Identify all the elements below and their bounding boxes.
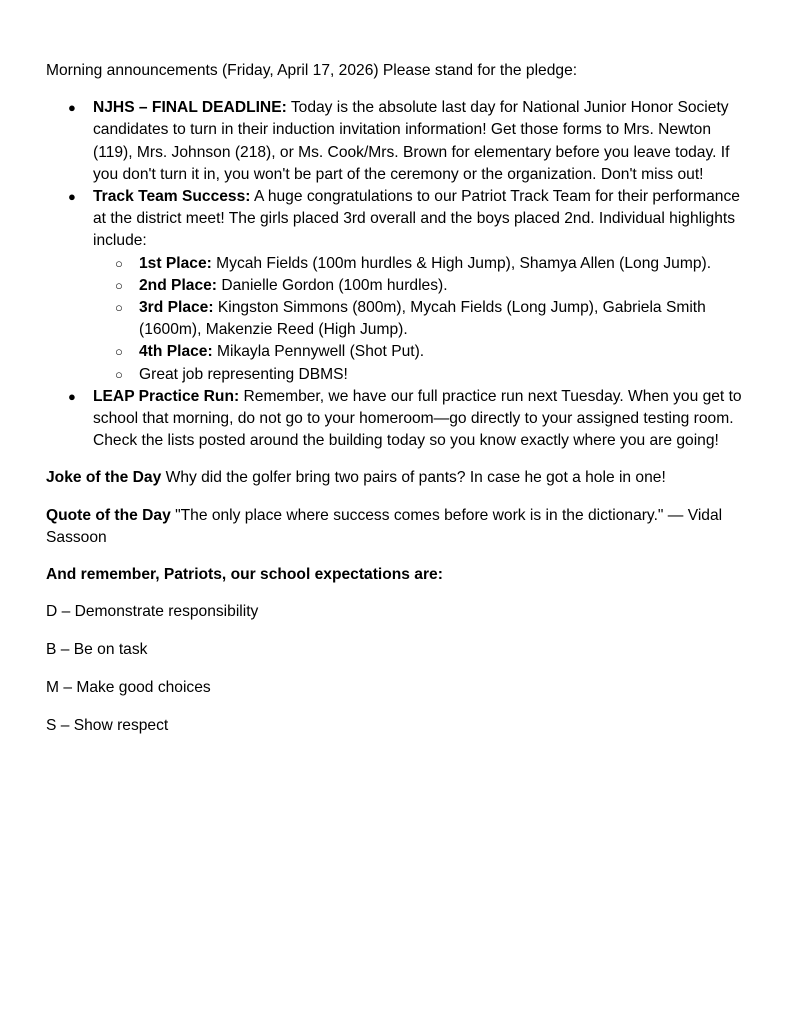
expectations-heading (46, 564, 746, 586)
track-highlight-closing (93, 364, 746, 386)
sub-bullet-icon: ○ (115, 300, 123, 316)
expectation-b: B – Be on task (46, 641, 148, 659)
highlight-text: Mikayla Pennywell (Shot Put). (212, 343, 425, 361)
track-highlight-2nd (93, 275, 746, 297)
expectation-s: S – Show respect (46, 716, 169, 734)
track-highlight-3rd (93, 297, 746, 341)
track-text: A huge congratulations to our Patriot Track Team for their performance at the district meet! The girls placed 3rd overall and the boys placed 2nd. Individual highlights include: (93, 188, 740, 250)
quote-of-the-day (46, 505, 746, 549)
highlight-text: Danielle Gordon (100m hurdles). (217, 276, 448, 294)
track-highlight-4th (93, 341, 746, 363)
quote-label: Quote of the Day (46, 506, 171, 524)
track-label: Track Team Success: (93, 188, 251, 206)
bullet-icon: ● (68, 189, 76, 205)
highlight-text: Great job representing DBMS! (139, 365, 348, 383)
expectation-d: D – Demonstrate responsibility (46, 603, 259, 621)
njhs-label: NJHS – FINAL DEADLINE: (93, 99, 287, 117)
highlight-label: 4th Place: (139, 343, 213, 361)
highlight-label: 2nd Place: (139, 276, 217, 294)
sub-bullet-icon: ○ (115, 344, 123, 360)
highlight-label: 1st Place: (139, 254, 212, 272)
intro-line: Morning announcements (Friday, April 17, 2026) Please stand for the pledge: (46, 62, 578, 79)
highlight-text: Kingston Simmons (800m), Mycah Fields (Long Jump), Gabriela Smith (1600m), Makenzie Reed (High Jump). (139, 299, 706, 339)
highlight-text: Mycah Fields (100m hurdles & High Jump), Shamya Allen (Long Jump). (211, 254, 712, 272)
joke-of-the-day (46, 467, 746, 489)
joke-label: Joke of the Day (46, 469, 162, 487)
track-highlights-list (93, 253, 746, 386)
sub-bullet-icon: ○ (115, 277, 123, 293)
bullet-icon: ● (68, 388, 76, 404)
list-item-leap (46, 386, 746, 453)
track-highlight-1st (93, 253, 746, 275)
njhs-text: Today is the absolute last day for National Junior Honor Society candidates to turn in their induction invitation information! Get those forms to Mrs. Newton (119), Mrs. Johnson (218), or Ms. Cook/Mrs. Brown for elementary before you leave today. If you don't turn it in, you won't be part of the ceremony or the organization. Don't miss out! (93, 99, 730, 183)
expectation-m: M – Make good choices (46, 678, 211, 696)
announcement-document (46, 60, 746, 752)
quote-text: "The only place where success comes before work is in the dictionary." — Vidal Sassoon (46, 506, 723, 546)
announcement-list (46, 97, 746, 452)
sub-bullet-icon: ○ (115, 255, 123, 271)
bullet-icon: ● (68, 100, 76, 116)
highlight-label: 3rd Place: (139, 299, 214, 317)
list-item-track (46, 186, 746, 386)
list-item-njhs (46, 97, 746, 186)
expectations-heading-text: And remember, Patriots, our school expectations are: (46, 566, 443, 584)
sub-bullet-icon: ○ (115, 366, 123, 382)
leap-text: Remember, we have our full practice run next Tuesday. When you get to school that morning, do not go to your homeroom—go directly to your assigned testing room. Check the lists posted around the building today so you know exactly where you are going! (93, 387, 742, 450)
leap-label: LEAP Practice Run: (93, 387, 240, 405)
joke-text: Why did the golfer bring two pairs of pants? In case he got a hole in one! (161, 469, 666, 487)
